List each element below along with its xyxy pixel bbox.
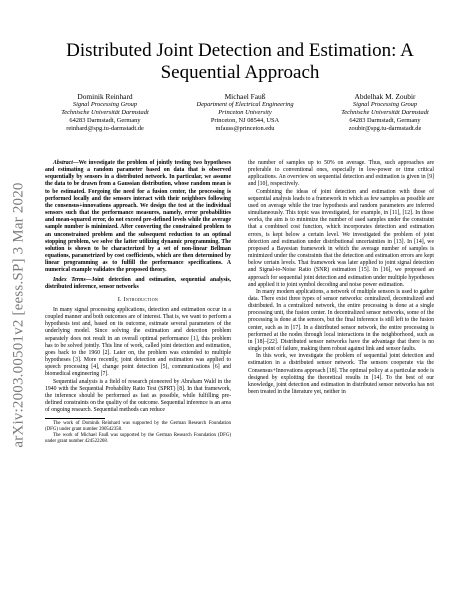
left-column xyxy=(45,160,231,445)
body-paragraph: In many modern applications, a network of multiple sensors is used to gather data. There exist three types of sensor networks: centralized, decentralized and distributed. In a centralized network, the entire processing is done at a single processing unit, the fusion center. In decentralized sensor networks, some of the processing is done at the sensors, but the final inference is still left to the fusion center, such as in [17]. In a distributed sensor network, the entire processing is performed at the nodes through local interactions in the neighborhood, such as in [18]–[22]. Distributed sensor networks have the advantage that there is no single point of failure, making them robust against link and sensor faults. xyxy=(248,288,434,353)
author-3 xyxy=(320,92,450,133)
right-column xyxy=(248,160,434,396)
author-address: 64283 Darmstadt, Germany xyxy=(69,117,141,124)
intro-paragraph: In many signal processing applications, detection and estimation occur in a coupled manner and both outcomes are of interest. That is, we want to perform a hypothesis test and, based on its outcome, estimate several parameters of the underlying model. Since solving the estimation and detection problem separately does not result in an overall optimal performance [1], this problem has to be solved jointly. This line of work, called joint detection and estimation, goes back to the 1960 [2]. Later on, the problem was extended to multiple hypotheses [3]. More recently, joint detection and estimation was applied to speech processing [4], change point detection [5], communications [6] and biomedical engineering [7]. xyxy=(45,306,231,378)
author-1 xyxy=(40,92,170,133)
intro-paragraph: Sequential analysis is a field of research pioneered by Abraham Wald in the 1940 with the Sequential Probability Ratio Test (SPRT) [8]. In that framework, the inference should be performed as fast as possible, while fulfilling pre-defined constraints on the quality of the outcome. Sequential inference is an area of ongoing research. Sequential methods can reduce xyxy=(45,378,231,414)
footnote: The work of Michael Fauß was supported by the German Research Foundation (DFG) under grant number 424522268. xyxy=(45,433,231,445)
body-paragraph: In this work, we investigate the problem of sequential joint detection and estimation in a distributed sensor network. The sensors cooperate via the Consensus+Innovations approach [18]. The optimal policy at a particular node is designed by exploiting the theoretical results in [14]. To the best of our knowledge, joint detection and estimation in distributed sensor networks has not been treated in the literature yet, neither in xyxy=(248,353,434,395)
body-paragraph: Combining the ideas of joint detection and estimation with those of sequential analysis leads to a framework in which as few samples as possible are used on average while the true hypothesis and random parameters are inferred simultaneously. This topic was investigated, for example, in [11], [12]. In those works, the aim is to minimize the number of used samples under the constraint that a combined cost function, which incorporates detection and estimation errors, is kept below a certain level. We investigated the problem of joint detection and estimation under distributional uncertainties in [13]. In [14], we proposed a Bayesian framework in which the average number of samples is minimized under the constraints that the detection and estimation errors are kept below certain levels. That framework was later applied to joint signal detection and Signal-to-Noise Ratio (SNR) estimation [15]. In [16], we proposed an approach for sequential joint detection and estimation under multiple hypotheses and applied it to joint symbol decoding and noise power estimation. xyxy=(248,188,434,288)
author-institution: Technische Universität Darmstadt xyxy=(61,109,149,116)
author-email: mfauss@princeton.edu xyxy=(215,125,275,132)
title-line-1: Distributed Joint Detection and Estimation: A xyxy=(66,40,414,61)
author-group: Signal Processing Group xyxy=(72,101,138,108)
author-institution: Princeton University xyxy=(218,109,272,116)
paper-title xyxy=(40,40,440,84)
index-terms-text: —Joint detection and estimation, sequential analysis, distributed inference, sensor networks xyxy=(45,276,231,290)
author-email: zoubir@spg.tu-darmstadt.de xyxy=(348,125,422,132)
author-group: Signal Processing Group xyxy=(352,101,418,108)
abstract-text: —We investigate the problem of jointly testing two hypotheses and estimating a random parameter based on data that is observed sequentially by sensors in a distributed network. In particular, we assume the data to be drawn from a Gaussian distribution, whose random mean is to be estimated. Forgoing the need for a fusion center, the processing is performed locally and the sensors interact with their neighbors following the consensus+innovations approach. We design the test at the individual sensors such that the performance measures, namely, error probabilities and mean-squared error, do not exceed pre-defined levels while the average sample number is minimized. After converting the constrained problem to an unconstrained problem and the subsequent reduction to an optimal stopping problem, we solve the latter utilizing dynamic programming. The solution is shown to be characterized by a set of non-linear Bellman equations, parametrized by cost coefficients, which are then determined by linear programming as to fulfill the performance specifications. A numerical example validates the proposed theory. xyxy=(45,160,231,274)
footnote-rule xyxy=(45,418,105,419)
author-address: 64283 Darmstadt, Germany xyxy=(349,117,421,124)
author-2 xyxy=(180,92,310,133)
abstract xyxy=(45,160,231,275)
index-terms xyxy=(45,277,231,291)
author-name: Michael Fauß xyxy=(224,92,266,101)
author-institution: Technische Universität Darmstadt xyxy=(341,109,429,116)
footnote: The work of Dominik Reinhard was supported by the German Research Foundation (DFG) under grant number 390542358. xyxy=(45,421,231,433)
section-heading: I. Introduction xyxy=(117,296,159,303)
title-line-2: Sequential Approach xyxy=(160,62,320,83)
arxiv-stamp-text: arXiv:2003.00501v2 [eess.SP] 3 Mar 2020 xyxy=(10,182,27,448)
author-email: reinhard@spg.tu-darmstadt.de xyxy=(66,125,144,132)
author-name: Dominik Reinhard xyxy=(77,92,133,101)
author-name: Abdelhak M. Zoubir xyxy=(354,92,416,101)
author-block xyxy=(40,92,450,152)
author-address: Princeton, NJ 08544, USA xyxy=(210,117,280,124)
arxiv-stamp xyxy=(8,150,30,480)
body-paragraph: the number of samples up to 50% on average. Thus, such approaches are preferable to conventional ones, especially in low-power or time critical applications. An overview on sequential detection and estimation is given in [9] and [10], respectively. xyxy=(248,160,434,188)
abstract-label: Abstract xyxy=(53,160,73,166)
index-terms-label: Index Terms xyxy=(53,276,86,283)
author-group: Department of Electrical Engineering xyxy=(196,101,294,108)
